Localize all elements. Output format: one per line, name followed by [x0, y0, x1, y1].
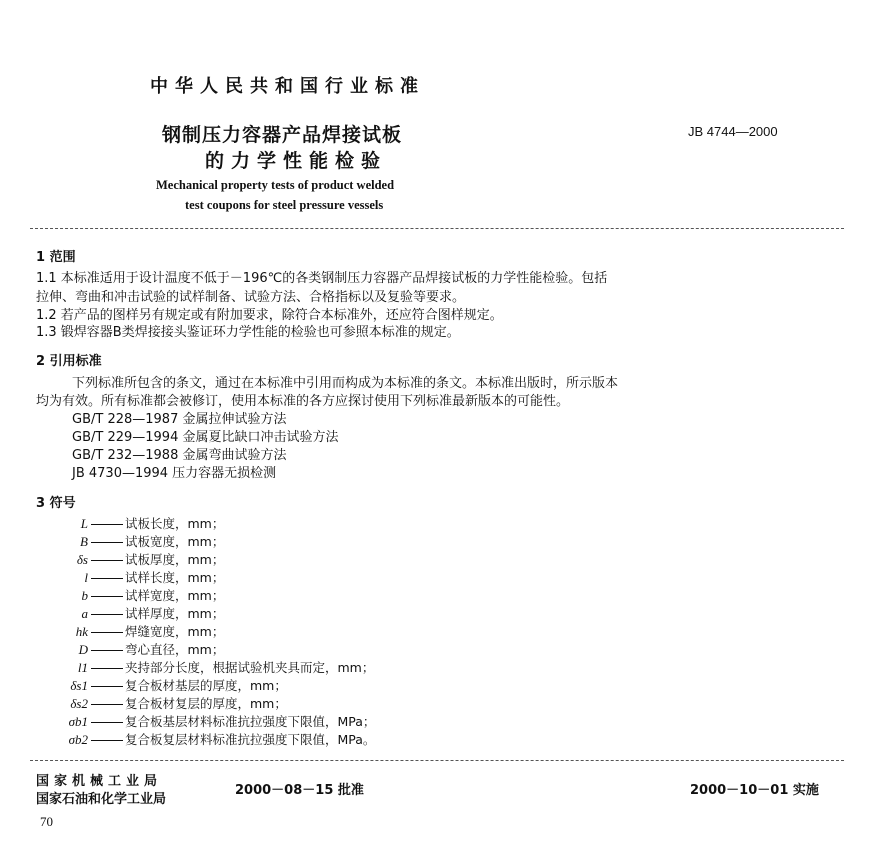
- symbol-description: 复合板基层材料标准抗拉强度下限值，MPa；: [125, 714, 376, 729]
- symbol-row: [60, 694, 287, 712]
- symbol-row: [60, 514, 224, 532]
- dash-rule: [91, 524, 123, 525]
- standard-number: JB 4744—2000: [688, 124, 778, 139]
- clause-1-1-line1: 1.1 本标准适用于设计温度不低于－196℃的各类钢制压力容器产品焊接试板的力学性能检验。包括: [36, 271, 608, 286]
- symbol-description: 试板长度，mm；: [125, 516, 225, 531]
- symbol-row: [60, 622, 224, 640]
- document-title-line1: 钢制压力容器产品焊接试板: [162, 124, 403, 146]
- symbol-description: 焊缝宽度，mm；: [125, 624, 225, 639]
- symbol: hk: [75, 624, 88, 639]
- issuer-1: 国家机械工业局: [36, 774, 163, 789]
- symbol-row: [60, 586, 224, 604]
- page-number: 70: [40, 814, 53, 829]
- standard-category: 中华人民共和国行业标准: [150, 76, 425, 97]
- reference-item: GB/T 232—1988 金属弯曲试验方法: [72, 448, 287, 463]
- header-divider: [30, 228, 844, 229]
- dash-rule: [91, 740, 123, 741]
- symbol-description: 复合板材复层的厚度，mm；: [125, 696, 287, 711]
- english-title-line2: test coupons for steel pressure vessels: [185, 198, 384, 212]
- dash-rule: [91, 650, 123, 651]
- symbol: B: [80, 534, 88, 549]
- symbol-description: 夹持部分长度，根据试验机夹具而定，mm；: [125, 660, 375, 675]
- symbol: D: [78, 642, 88, 657]
- symbol: σb1: [68, 714, 88, 729]
- section1-heading: 1 范围: [36, 250, 76, 265]
- clause-1-3: 1.3 锻焊容器B类焊接接头鉴证环力学性能的检验也可参照本标准的规定。: [36, 325, 460, 340]
- symbol: σb2: [68, 732, 88, 747]
- symbol: l1: [77, 660, 88, 675]
- symbol: L: [80, 516, 88, 531]
- section2-heading: 2 引用标准: [36, 354, 102, 369]
- symbol-row: [60, 568, 224, 586]
- dash-rule: [91, 596, 123, 597]
- symbol-row: [60, 658, 374, 676]
- dash-rule: [91, 686, 123, 687]
- symbol: δs2: [70, 696, 88, 711]
- symbol: δs: [76, 552, 88, 567]
- symbol-row: [60, 640, 224, 658]
- footer-divider: [30, 760, 844, 761]
- clause-1-2: 1.2 若产品的图样另有规定或有附加要求，除符合本标准外，还应符合图样规定。: [36, 308, 503, 323]
- symbol-row: [60, 676, 287, 694]
- reference-item: GB/T 228—1987 金属拉伸试验方法: [72, 412, 287, 427]
- clause-1-1-line2: 拉伸、弯曲和冲击试验的试样制备、试验方法、合格指标以及复验等要求。: [36, 290, 466, 305]
- section3-heading: 3 符号: [36, 496, 76, 511]
- symbol: a: [81, 606, 88, 621]
- symbol-description: 试样厚度，mm；: [125, 606, 225, 621]
- symbol-row: [60, 604, 224, 622]
- symbol-row: [60, 532, 224, 550]
- dash-rule: [91, 704, 123, 705]
- symbol-description: 试板宽度，mm；: [125, 534, 225, 549]
- symbol: δs1: [70, 678, 88, 693]
- reference-item: GB/T 229—1994 金属夏比缺口冲击试验方法: [72, 430, 339, 445]
- dash-rule: [91, 614, 123, 615]
- issuer-2: 国家石油和化学工业局: [36, 792, 167, 807]
- symbol-description: 试板厚度，mm；: [125, 552, 225, 567]
- symbol-description: 复合板复层材料标准抗拉强度下限值，MPa。: [125, 732, 376, 747]
- symbol-description: 弯心直径，mm；: [125, 642, 225, 657]
- symbol-description: 试样宽度，mm；: [125, 588, 225, 603]
- symbol-row: [60, 730, 375, 748]
- dash-rule: [91, 632, 123, 633]
- dash-rule: [91, 668, 123, 669]
- reference-item: JB 4730—1994 压力容器无损检测: [72, 466, 277, 481]
- dash-rule: [91, 560, 123, 561]
- symbol: b: [81, 588, 88, 603]
- dash-rule: [91, 542, 123, 543]
- dash-rule: [91, 578, 123, 579]
- english-title-line1: Mechanical property tests of product welded: [156, 178, 395, 192]
- section2-intro-line2: 均为有效。所有标准都会被修订，使用本标准的各方应探讨使用下列标准最新版本的可能性。: [36, 394, 570, 409]
- section2-intro-line1: 下列标准所包含的条文，通过在本标准中引用而构成为本标准的条文。本标准出版时，所示版本: [72, 376, 619, 391]
- symbol-description: 复合板材基层的厚度，mm；: [125, 678, 287, 693]
- effective-date: 2000－10－01 实施: [690, 783, 819, 798]
- symbol-row: [60, 550, 224, 568]
- symbol-row: [60, 712, 375, 730]
- symbol: l: [84, 570, 88, 585]
- document-title-line2: 的力学性能检验: [205, 150, 388, 172]
- approval-date: 2000－08－15 批准: [235, 783, 364, 798]
- symbol-description: 试样长度，mm；: [125, 570, 225, 585]
- dash-rule: [91, 722, 123, 723]
